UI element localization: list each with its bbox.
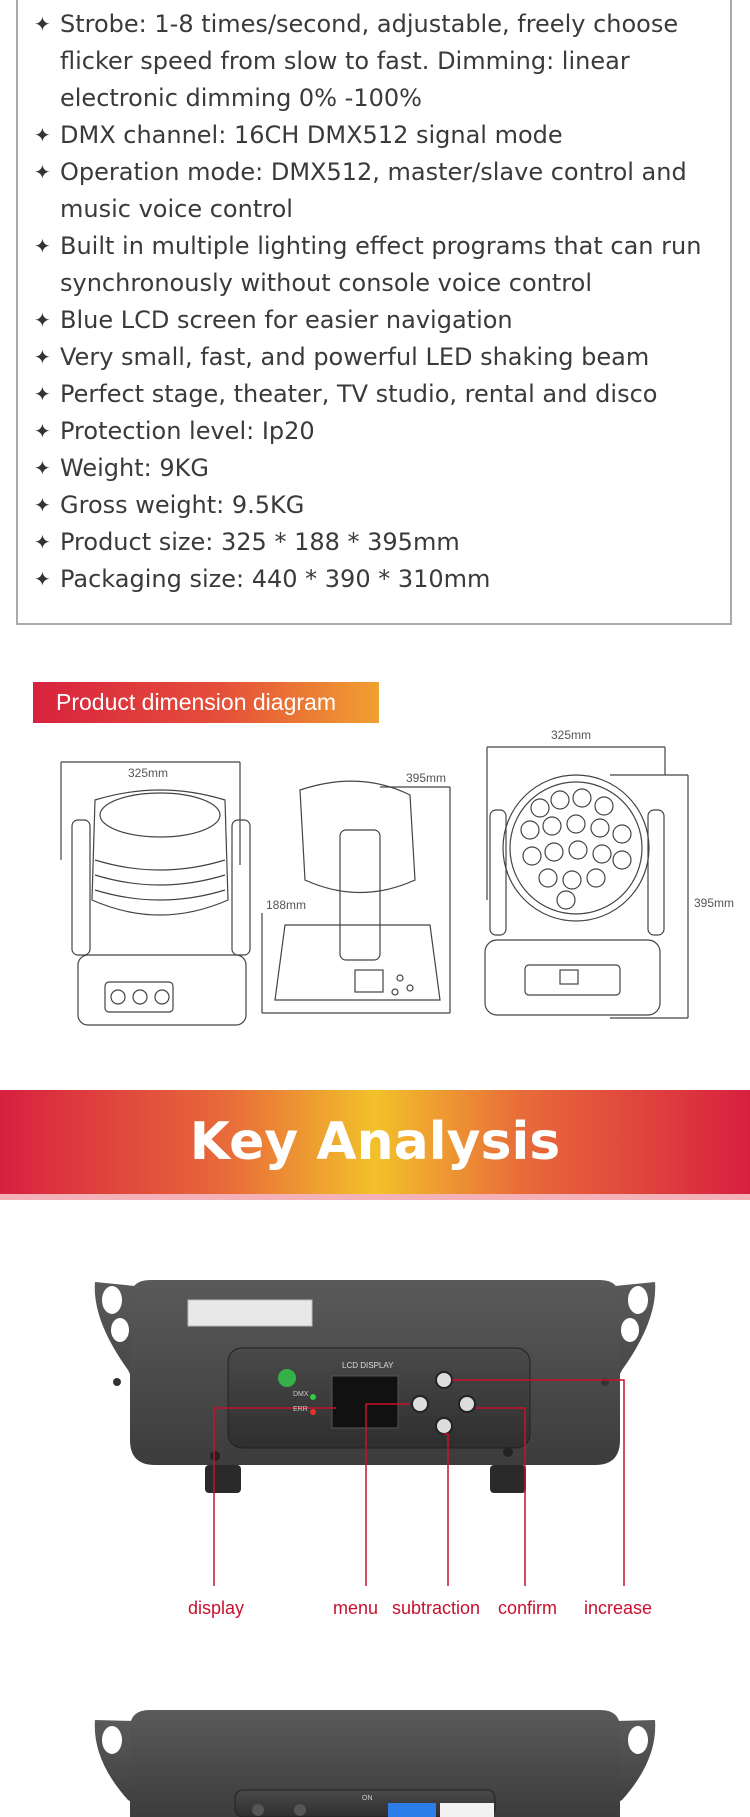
dimension-heading: Product dimension diagram	[33, 682, 379, 723]
spec-item: ✦ DMX channel: 16CH DMX512 signal mode	[28, 117, 728, 154]
spec-item: ✦ Operation mode: DMX512, master/slave control and music voice control	[28, 154, 728, 228]
spec-item: ✦ Strobe: 1-8 times/second, adjustable, freely choose flicker speed from slow to fast. Dimming: linear electronic dimming 0% -100%	[28, 6, 728, 117]
control-label-increase: increase	[584, 1598, 653, 1618]
spec-item: ✦ Protection level: Ip20	[28, 413, 728, 450]
spec-item: ✦ Gross weight: 9.5KG	[28, 487, 728, 524]
side-depth-label: 188mm	[266, 898, 307, 912]
spec-item: ✦ Product size: 325 * 188 * 395mm	[28, 524, 728, 561]
star-bullet-icon: ✦	[34, 382, 51, 406]
spec-item: ✦ Packaging size: 440 * 390 * 310mm	[28, 561, 728, 598]
bottom-panel-label: ON	[362, 1795, 373, 1802]
star-bullet-icon: ✦	[34, 345, 51, 369]
control-label-confirm: confirm	[498, 1598, 558, 1618]
front-width-label: 325mm	[128, 766, 169, 780]
star-bullet-icon: ✦	[34, 493, 51, 517]
spec-item: ✦ Built in multiple lighting effect programs that can run synchronously without console voice control	[28, 228, 728, 302]
spec-item: ✦ Very small, fast, and powerful LED shaking beam	[28, 339, 728, 376]
star-bullet-icon: ✦	[34, 419, 51, 443]
dmx-status-label: DMX	[293, 1391, 309, 1398]
spec-item: ✦ Weight: 9KG	[28, 450, 728, 487]
key-analysis-title: Key Analysis	[189, 1112, 561, 1172]
control-label-subtraction: subtraction	[392, 1598, 481, 1618]
control-label-display: display	[188, 1598, 245, 1618]
side-height-label: 395mm	[406, 771, 447, 785]
lcd-panel-title: LCD DISPLAY	[342, 1361, 394, 1370]
star-bullet-icon: ✦	[34, 123, 51, 147]
star-bullet-icon: ✦	[34, 567, 51, 591]
star-bullet-icon: ✦	[34, 456, 51, 480]
spec-item: ✦ Perfect stage, theater, TV studio, rental and disco	[28, 376, 728, 413]
top-width-label: 325mm	[551, 728, 592, 742]
star-bullet-icon: ✦	[34, 12, 51, 36]
star-bullet-icon: ✦	[34, 160, 51, 184]
star-bullet-icon: ✦	[34, 530, 51, 554]
top-height-label: 395mm	[694, 896, 735, 910]
spec-item: ✦ Blue LCD screen for easier navigation	[28, 302, 728, 339]
star-bullet-icon: ✦	[34, 234, 51, 258]
control-label-menu: menu	[333, 1598, 379, 1618]
err-status-label: ERR	[293, 1406, 308, 1413]
star-bullet-icon: ✦	[34, 308, 51, 332]
